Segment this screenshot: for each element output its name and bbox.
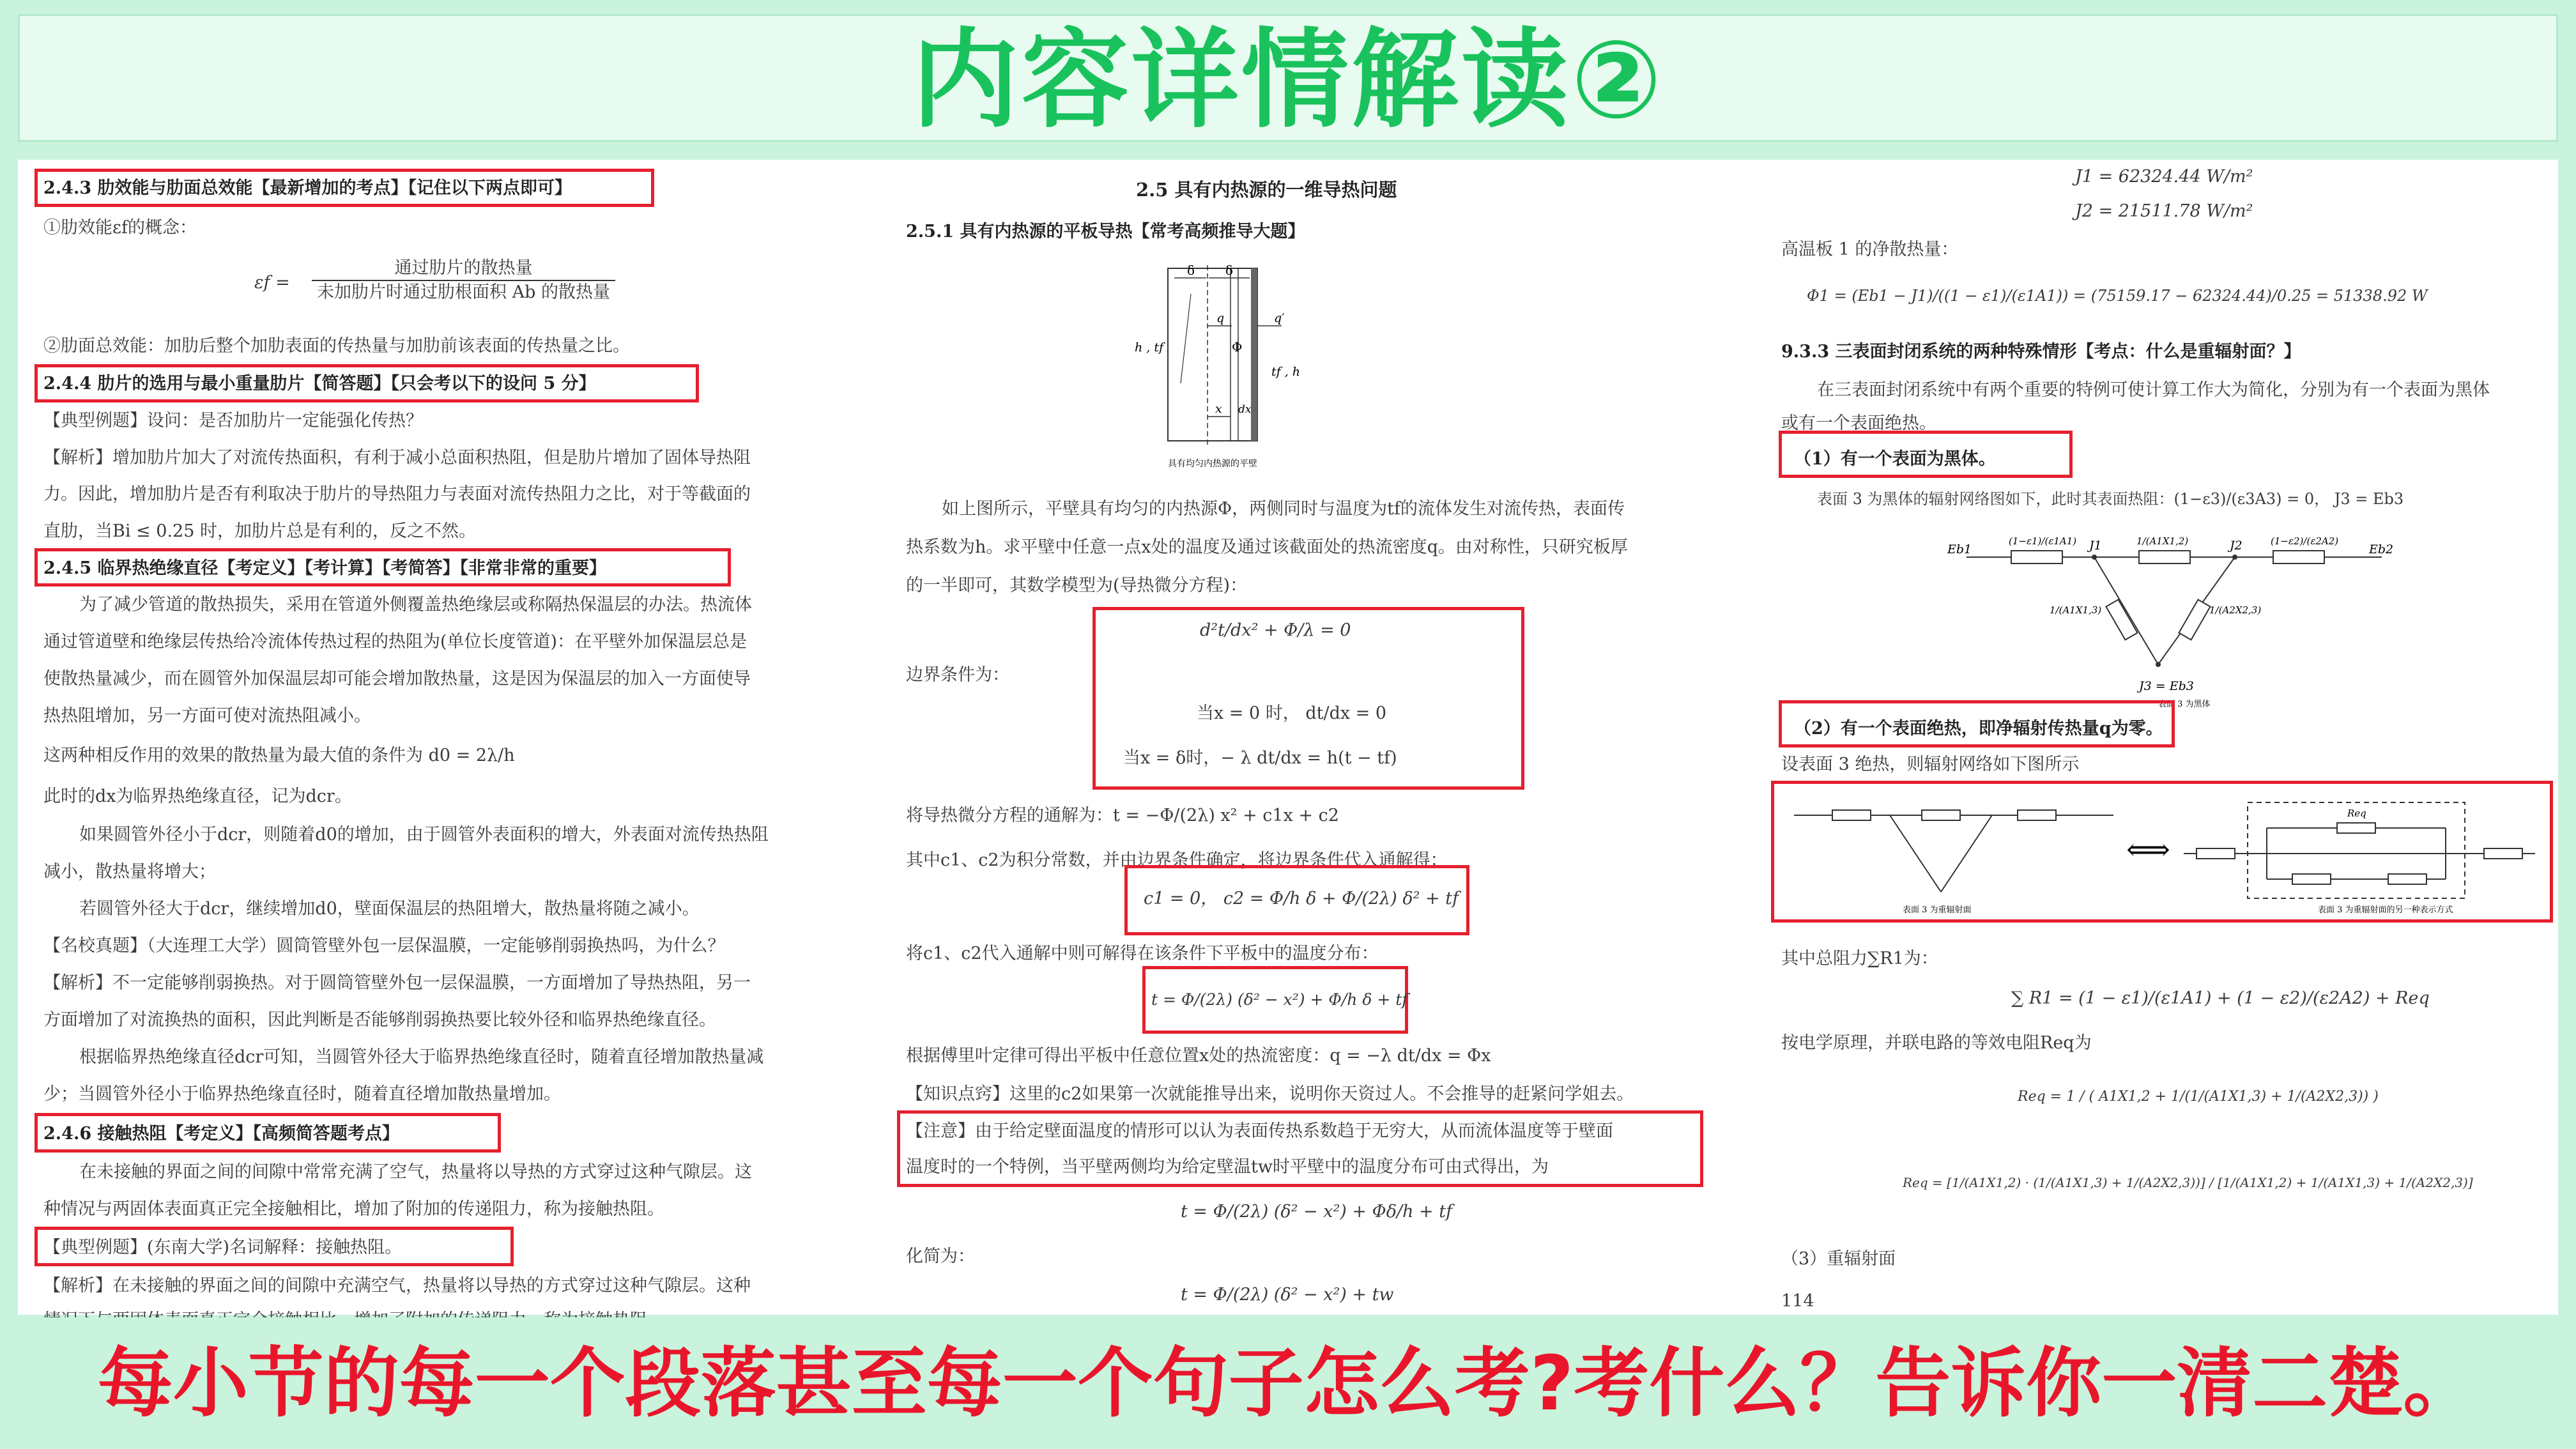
case-1-heading: （1）有一个表面为黑体。: [1794, 449, 1996, 469]
constants-equation: c1 = 0， c2 = Φ/h δ + Φ/(2λ) δ² + tf: [1144, 889, 1459, 908]
text-line: 其中总阻力∑R1为：: [1781, 949, 1938, 969]
section-heading-2-4-5: 2.4.5 临界热绝缘直径【考定义】【考计算】【考简答】【非常非常的重要】: [43, 558, 607, 578]
caption-banner: [0, 1317, 2576, 1449]
label-j1: J1: [2089, 539, 2102, 553]
text-line: 将导热微分方程的通解为：t = −Φ/(2λ) x² + c1x + c2: [906, 806, 1339, 825]
text-line: 【知识点窍】这里的c2如果第一次就能推导出来，说明你天资过人。不会推导的赶紧问学姐去。: [906, 1084, 1634, 1104]
branch: [1890, 815, 1941, 892]
text-line: 根据临界热绝缘直径dcr可知，当圆管外径大于临界热绝缘直径时，随着直径增加散热量减: [79, 1047, 764, 1067]
section-heading-9-3-3: 9.3.3 三表面封闭系统的两种特殊情形【考点：什么是重辐射面？】: [1781, 342, 2301, 362]
j2-value: J2 = 21511.78 W/m²: [2075, 201, 2253, 221]
text-line: 在三表面封闭系统中有两个重要的特例可使计算工作大为简化，分别为有一个表面为黑体: [1817, 380, 2490, 400]
section-heading-2-4-6: 2.4.6 接触热阻【考定义】【高频简答题考点】: [43, 1124, 400, 1144]
text-line: 将c1、c2代入通解中则可解得在该条件下平板中的温度分布：: [906, 944, 1379, 963]
resistor: [2292, 874, 2331, 884]
highlight-box: [34, 364, 699, 402]
highlight-box: [34, 1227, 514, 1266]
middle-column: [906, 160, 1749, 1315]
ode-equation: d²t/dx² + Φ/λ = 0: [1200, 620, 1351, 640]
text-line: 【典型例题】(东南大学)名词解释：接触热阻。: [43, 1238, 402, 1257]
network-caption: 表面 3 为黑体: [2158, 700, 2211, 709]
text-line: 种情况与两固体表面真正完全接触相比，增加了附加的传递阻力，称为接触热阻。: [43, 1199, 664, 1219]
right-column: [1781, 160, 2561, 1315]
text-line: 使散热量减少，而在圆管外加保温层却可能会增加散热量，这是因为保温层的加入一方面使导: [43, 669, 751, 689]
text-line: 或有一个表面绝热。: [1781, 413, 1936, 433]
text-line: 此时的dx为临界热绝缘直径，记为dcr。: [43, 786, 352, 806]
text-line: 根据傅里叶定律可得出平板中任意位置x处的热流密度：q = −λ dt/dx = Φx: [906, 1046, 1491, 1066]
highlight-box: [1779, 431, 2073, 478]
text-line: 力。因此，增加肋片是否有利取决于肋片的导热阻力与表面对流传热阻力之比，对于等截面的: [43, 484, 751, 504]
label-j3: J3 = Eb3: [2139, 679, 2194, 693]
text-line: 方面增加了对流换热的面积，因此判断是否能够削弱换热要比较外径和临界热绝缘直径。: [43, 1010, 716, 1030]
text-line: 【解析】在未接触的界面之间的间隙中充满空气，热量将以导热的方式穿过这种气隙层。这种: [43, 1276, 751, 1296]
text-line: 为了减少管道的散热损失，采用在管道外侧覆盖热绝缘层或称隔热保温层的办法。热流体: [79, 595, 752, 615]
radiation-network-1: [1947, 518, 2407, 709]
text-line: 直肋，当Bi ≤ 0.25 时，加肋片总是有利的，反之不然。: [43, 521, 476, 541]
text-line: 【解析】不一定能够削弱换热。对于圆筒管壁外包一层保温膜，一方面增加了导热热阻，另一: [43, 973, 751, 993]
highlight-box: [1779, 700, 2175, 747]
req-label: Req: [2347, 808, 2366, 819]
text-line: 其中c1、c2为积分常数，并由边界条件确定，将边界条件代入通解得：: [906, 850, 1448, 870]
highlight-box: [34, 1113, 501, 1153]
text-line: 表面 3 为黑体的辐射网络图如下，此时其表面热阻：(1−ε3)/(ε3A3) = 0， J3 = Eb3: [1817, 490, 2404, 508]
x-label: x: [1215, 402, 1222, 416]
section-heading-2-4-4: 2.4.4 肋片的选用与最小重量肋片【简答题】【只会考以下的设问 5 分】: [43, 374, 596, 394]
section-heading-2-4-3: 2.4.3 肋效能与肋面总效能【最新增加的考点】【记住以下两点即可】: [43, 178, 572, 198]
label-eb2: Eb2: [2369, 542, 2394, 556]
equivalence-arrow: ⟺: [2126, 832, 2170, 868]
text-line: 少；当圆管外径小于临界热绝缘直径时，随着直径增加散热量增加。: [43, 1084, 561, 1104]
text-line: 【典型例题】设问：是否加肋片一定能强化传热？: [43, 411, 423, 431]
temperature-equation: t = Φ/(2λ) (δ² − x²) + Φ/h δ + tf: [1151, 990, 1408, 1009]
text-line: 按电学原理，并联电路的等效电阻Req为: [1781, 1033, 2092, 1053]
text-line: ①肋效能εf的概念：: [43, 218, 197, 238]
label-r2: (1−ε2)/(ε2A2): [2271, 535, 2339, 547]
text-line: 【名校真题】（大连理工大学）圆筒管壁外包一层保温膜，一定能够削弱换热吗，为什么？: [43, 936, 725, 956]
section-heading-2-5-1: 2.5.1 具有内热源的平板导热【常考高频推导大题】: [906, 222, 1305, 241]
label-r12: 1/(A1X1,2): [2136, 535, 2189, 547]
resistor-12: [2139, 551, 2190, 564]
footer-caption: 每小节的每一个段落甚至每一个句子怎么考?考什么？告诉你一清二楚。: [97, 1339, 2479, 1427]
total-resistance-equation: ∑ R1 = (1 − ε1)/(ε1A1) + (1 − ε2)/(ε2A2) + Req: [2011, 988, 2430, 1008]
resistor: [2337, 823, 2375, 833]
label-j2: J2: [2230, 539, 2242, 553]
text-line: 这两种相反作用的效果的散热量为最大值的条件为 d0 = 2λ/h: [43, 746, 515, 765]
section-title-2-5: 2.5 具有内热源的一维导热问题: [1136, 179, 1397, 201]
highlight-box: [34, 169, 654, 207]
text-line: ②肋面总效能：加肋后整个加肋表面的传热量与加肋前该表面的传热量之比。: [43, 336, 630, 356]
text-line: 在未接触的界面之间的间隙中常常充满了空气，热量将以导热的方式穿过这种气隙层。这: [79, 1162, 752, 1182]
label-r13: 1/(A1X1,3): [2050, 604, 2102, 616]
resistor-13: [2106, 600, 2137, 640]
text-line: 化简为：: [906, 1246, 975, 1266]
ht-label-right: tf , h: [1271, 365, 1301, 379]
equivalent-resistance-eq-1: Req = 1 / ( A1X1,2 + 1/(1/(A1X1,3) + 1/(A2X2,3)) ): [2018, 1089, 2379, 1105]
text-line: 通过管道壁和绝缘层传热给冷流体传热过程的热阻为(单位长度管道)：在平壁外加保温层总是: [43, 632, 747, 652]
text-line: 如上图所示，平壁具有均匀的内热源Φ，两侧同时与温度为tf的流体发生对流传热，表面传: [942, 499, 1625, 519]
note-equation: t = Φ/(2λ) (δ² − x²) + Φδ/h + tf: [1181, 1202, 1453, 1222]
text-line: 的一半即可，其数学模型为(导热微分方程)：: [906, 576, 1248, 595]
resistor-1: [2011, 551, 2062, 564]
simplified-equation: t = Φ/(2λ) (δ² − x²) + tw: [1181, 1285, 1394, 1305]
qprime-label: q′: [1274, 311, 1285, 325]
title-banner: [18, 14, 2558, 142]
text-line: 热系数为h。求平壁中任意一点x处的温度及通过该截面处的热流密度q。由对称性，只研究板厚: [906, 537, 1628, 557]
text-line: 边界条件为：: [906, 665, 1009, 685]
fraction-denominator: 未加肋片时通过肋根面积 Ab 的散热量: [317, 282, 610, 302]
text-line: 热热阻增加，另一方面可使对流热阻减小。: [43, 706, 371, 726]
text-line: 【注意】由于给定壁面温度的情形可以认为表面传热系数趋于无穷大，从而流体温度等于壁面: [906, 1121, 1613, 1141]
resistor: [1832, 810, 1871, 820]
equivalent-resistance-eq-2: Req = [1/(A1X1,2) · (1/(A1X1,3) + 1/(A2X2,3))] / [1/(A1X1,2) + 1/(A1X1,3) + 1/(A2X2,3)]: [1903, 1175, 2473, 1190]
branch: [1941, 815, 1992, 892]
case-2-heading: （2）有一个表面绝热，即净辐射传热量q为零。: [1794, 719, 2163, 739]
page-title: 内容详情解读②: [911, 17, 1665, 142]
resistor: [2388, 874, 2426, 884]
node-j1: [2092, 555, 2097, 560]
label-r23: 1/(A2X2,3): [2209, 604, 2262, 616]
left-column: [43, 160, 848, 1315]
text-line: 若圆管外径大于dcr，继续增加d0，壁面保温层的热阻增大，散热量将随之减小。: [79, 899, 700, 919]
j1-value: J1 = 62324.44 W/m²: [2075, 167, 2253, 187]
text-line: 温度时的一个特例，当平壁两侧均为给定壁温tw时平壁中的温度分布可由式得出，为: [906, 1157, 1549, 1177]
network-caption-right: 表面 3 为重辐射面的另一种表示方式: [2318, 905, 2453, 915]
dx-label: dx: [1238, 403, 1252, 416]
resistor: [2484, 848, 2522, 859]
resistor: [1922, 810, 1960, 820]
figure-caption: 具有均匀内热源的平壁: [1168, 459, 1257, 469]
label-r1: (1−ε1)/(ε1A1): [2009, 535, 2077, 547]
equation-lhs: εf =: [254, 273, 290, 293]
text-line: 【解析】增加肋片加大了对流传热面积，有利于减小总面积热阻，但是肋片增加了固体导热阻: [43, 448, 751, 468]
label-eb1: Eb1: [1947, 542, 1972, 556]
text-line: 如果圆管外径小于dcr，则随着d0的增加，由于圆管外表面积的增大，外表面对流传热热阻: [79, 825, 769, 845]
node-j3: [2156, 662, 2161, 667]
delta-label-right: δ: [1225, 263, 1234, 278]
boundary-condition-2: 当x = δ时，− λ dt/dx = h(t − tf): [1123, 748, 1397, 768]
wall-surface-shading: [1251, 268, 1257, 441]
highlight-box: [34, 548, 731, 586]
delta-label-left: δ: [1187, 263, 1195, 278]
resistor-2: [2273, 551, 2324, 564]
page-number: 114: [1781, 1291, 1814, 1311]
resistor: [2196, 848, 2235, 859]
document-page: [18, 160, 2558, 1315]
node-j2: [2232, 555, 2237, 560]
resistor-23: [2179, 600, 2210, 640]
resistor: [2018, 810, 2056, 820]
equation-fraction: [312, 257, 615, 304]
radiation-network-2: [1781, 790, 2548, 917]
plane-wall-figure: [1136, 256, 1328, 486]
boundary-condition-1: 当x = 0 时， dt/dx = 0: [1197, 703, 1387, 723]
net-heat-equation: Φ1 = (Eb1 − J1)/((1 − ε1)/(ε1A1)) = (75159.17 − 62324.44)/0.25 = 51338.92 W: [1807, 287, 2428, 305]
text-line: 高温板 1 的净散热量：: [1781, 240, 1959, 259]
phi-label: Φ: [1232, 339, 1243, 355]
branch-13: [2094, 557, 2158, 664]
fraction-numerator: 通过肋片的散热量: [312, 257, 615, 281]
text-line: 设表面 3 绝热，则辐射网络如下图所示: [1781, 755, 2080, 774]
text-line: 减小，散热量将增大；: [43, 862, 216, 882]
q-label: q: [1216, 311, 1225, 325]
ht-label-left: h , tf: [1135, 341, 1164, 355]
case-3-heading: （3）重辐射面: [1781, 1249, 1896, 1269]
network-caption-left: 表面 3 为重辐射面: [1903, 905, 1972, 915]
